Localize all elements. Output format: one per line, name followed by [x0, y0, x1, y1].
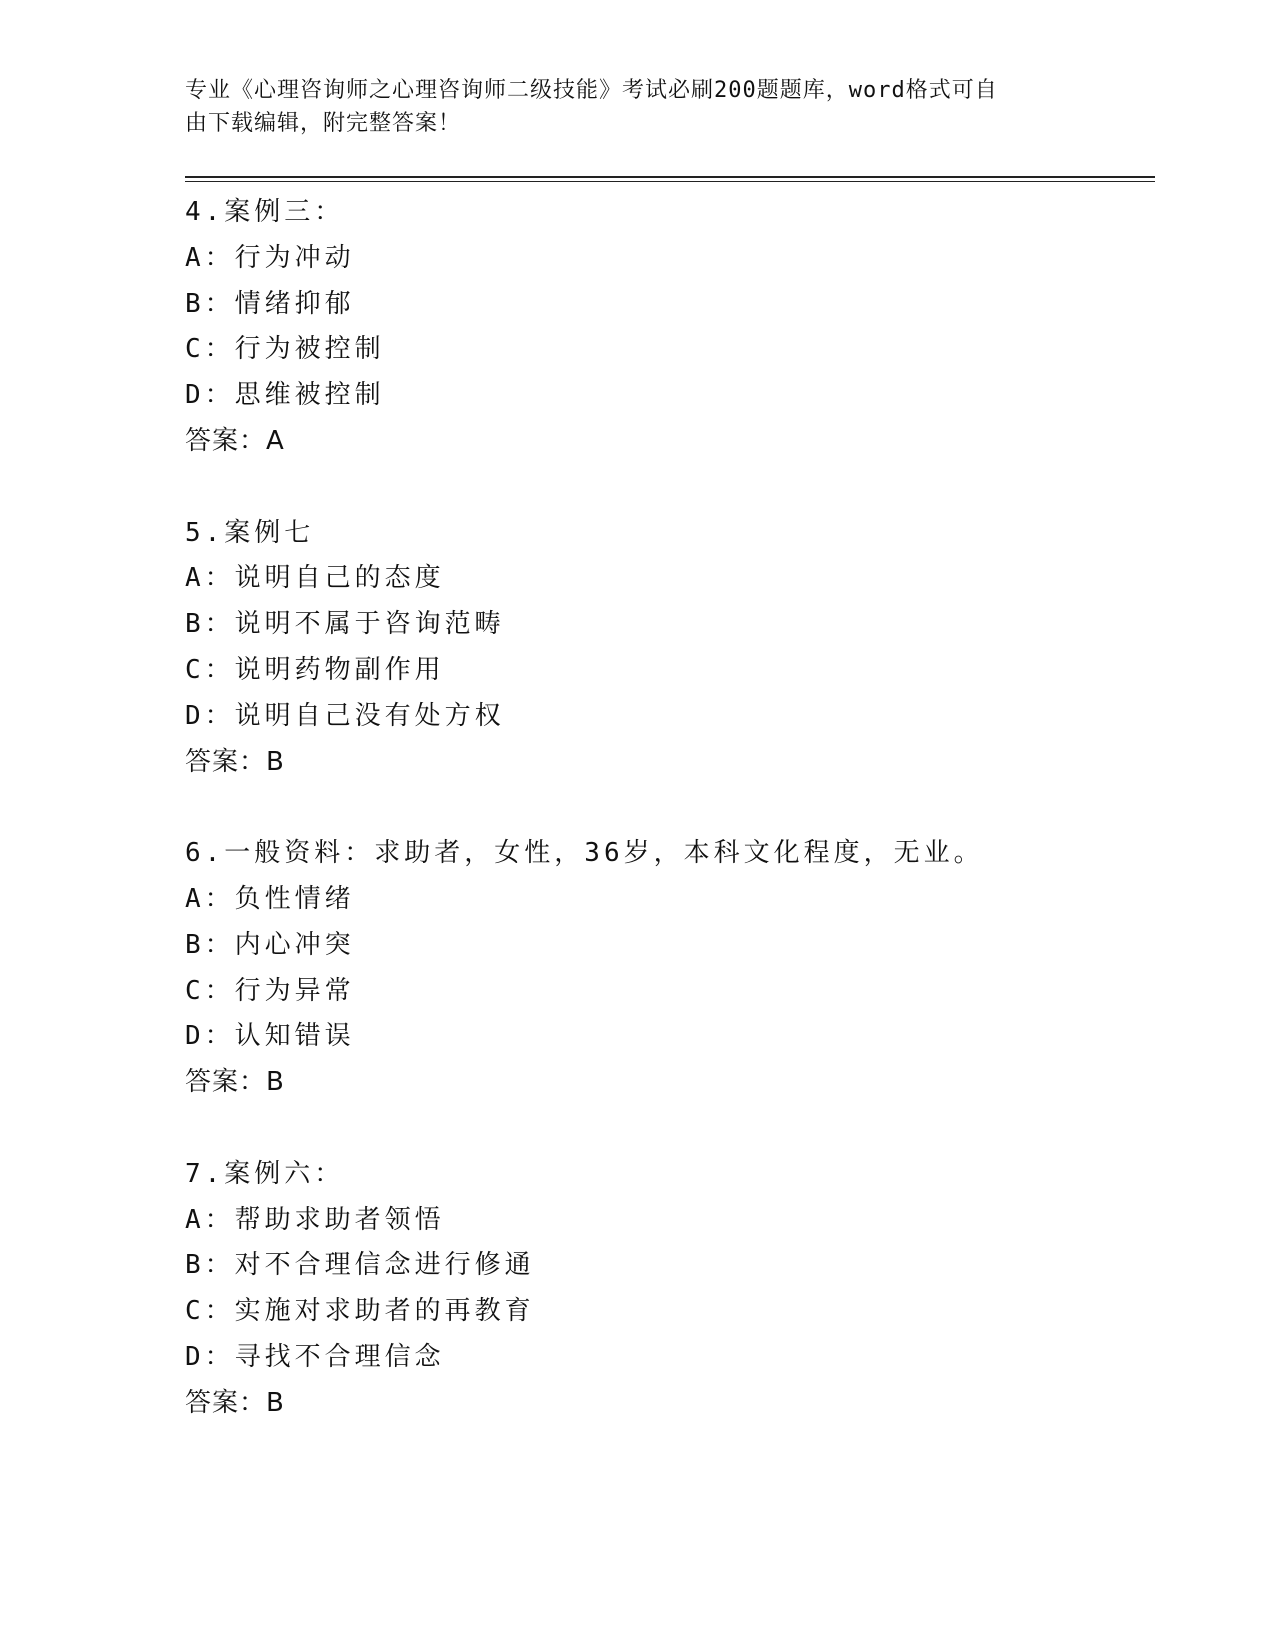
option-a: A：负性情绪 [185, 883, 355, 914]
option-d: D：思维被控制 [185, 380, 385, 411]
option-c: C：说明药物副作用 [185, 654, 445, 685]
question-list [185, 190, 1155, 1427]
question-7 [185, 1152, 1155, 1427]
answer-line: 答案：B [185, 1387, 285, 1418]
option-b: B：对不合理信念进行修通 [185, 1250, 535, 1281]
question-spacer [185, 465, 1155, 511]
question-stem: 6.一般资料：求助者，女性，36岁，本科文化程度，无业。 [185, 838, 984, 869]
question-6 [185, 831, 1155, 1152]
option-c: C：行为被控制 [185, 334, 385, 365]
option-d: D：说明自己没有处方权 [185, 700, 505, 731]
option-c: C：行为异常 [185, 975, 355, 1006]
answer-line: 答案：B [185, 746, 285, 777]
option-b: B：内心冲突 [185, 929, 355, 960]
question-4 [185, 190, 1155, 511]
question-spacer [185, 1106, 1155, 1152]
option-c: C：实施对求助者的再教育 [185, 1296, 535, 1327]
option-a: A：帮助求助者领悟 [185, 1204, 445, 1235]
option-a: A：说明自己的态度 [185, 563, 445, 594]
header-divider-thin [185, 181, 1155, 182]
question-stem: 5.案例七 [185, 517, 315, 548]
answer-line: 答案：B [185, 1067, 285, 1098]
header-line-1: 专业《心理咨询师之心理咨询师二级技能》考试必刷200题题库，word格式可自 [185, 78, 998, 103]
question-5 [185, 511, 1155, 832]
question-stem: 4.案例三： [185, 197, 345, 227]
header-line-2: 由下载编辑，附完整答案！ [185, 111, 462, 136]
document-header [185, 74, 1065, 140]
option-b: B：说明不属于咨询范畴 [185, 609, 505, 640]
question-stem: 7.案例六： [185, 1158, 345, 1189]
question-spacer [185, 785, 1155, 831]
header-divider-thick [185, 176, 1155, 178]
option-d: D：寻找不合理信念 [185, 1341, 445, 1372]
option-d: D：认知错误 [185, 1021, 355, 1052]
answer-line: 答案：A [185, 425, 285, 456]
option-b: B：情绪抑郁 [185, 288, 355, 319]
option-a: A：行为冲动 [185, 242, 355, 273]
